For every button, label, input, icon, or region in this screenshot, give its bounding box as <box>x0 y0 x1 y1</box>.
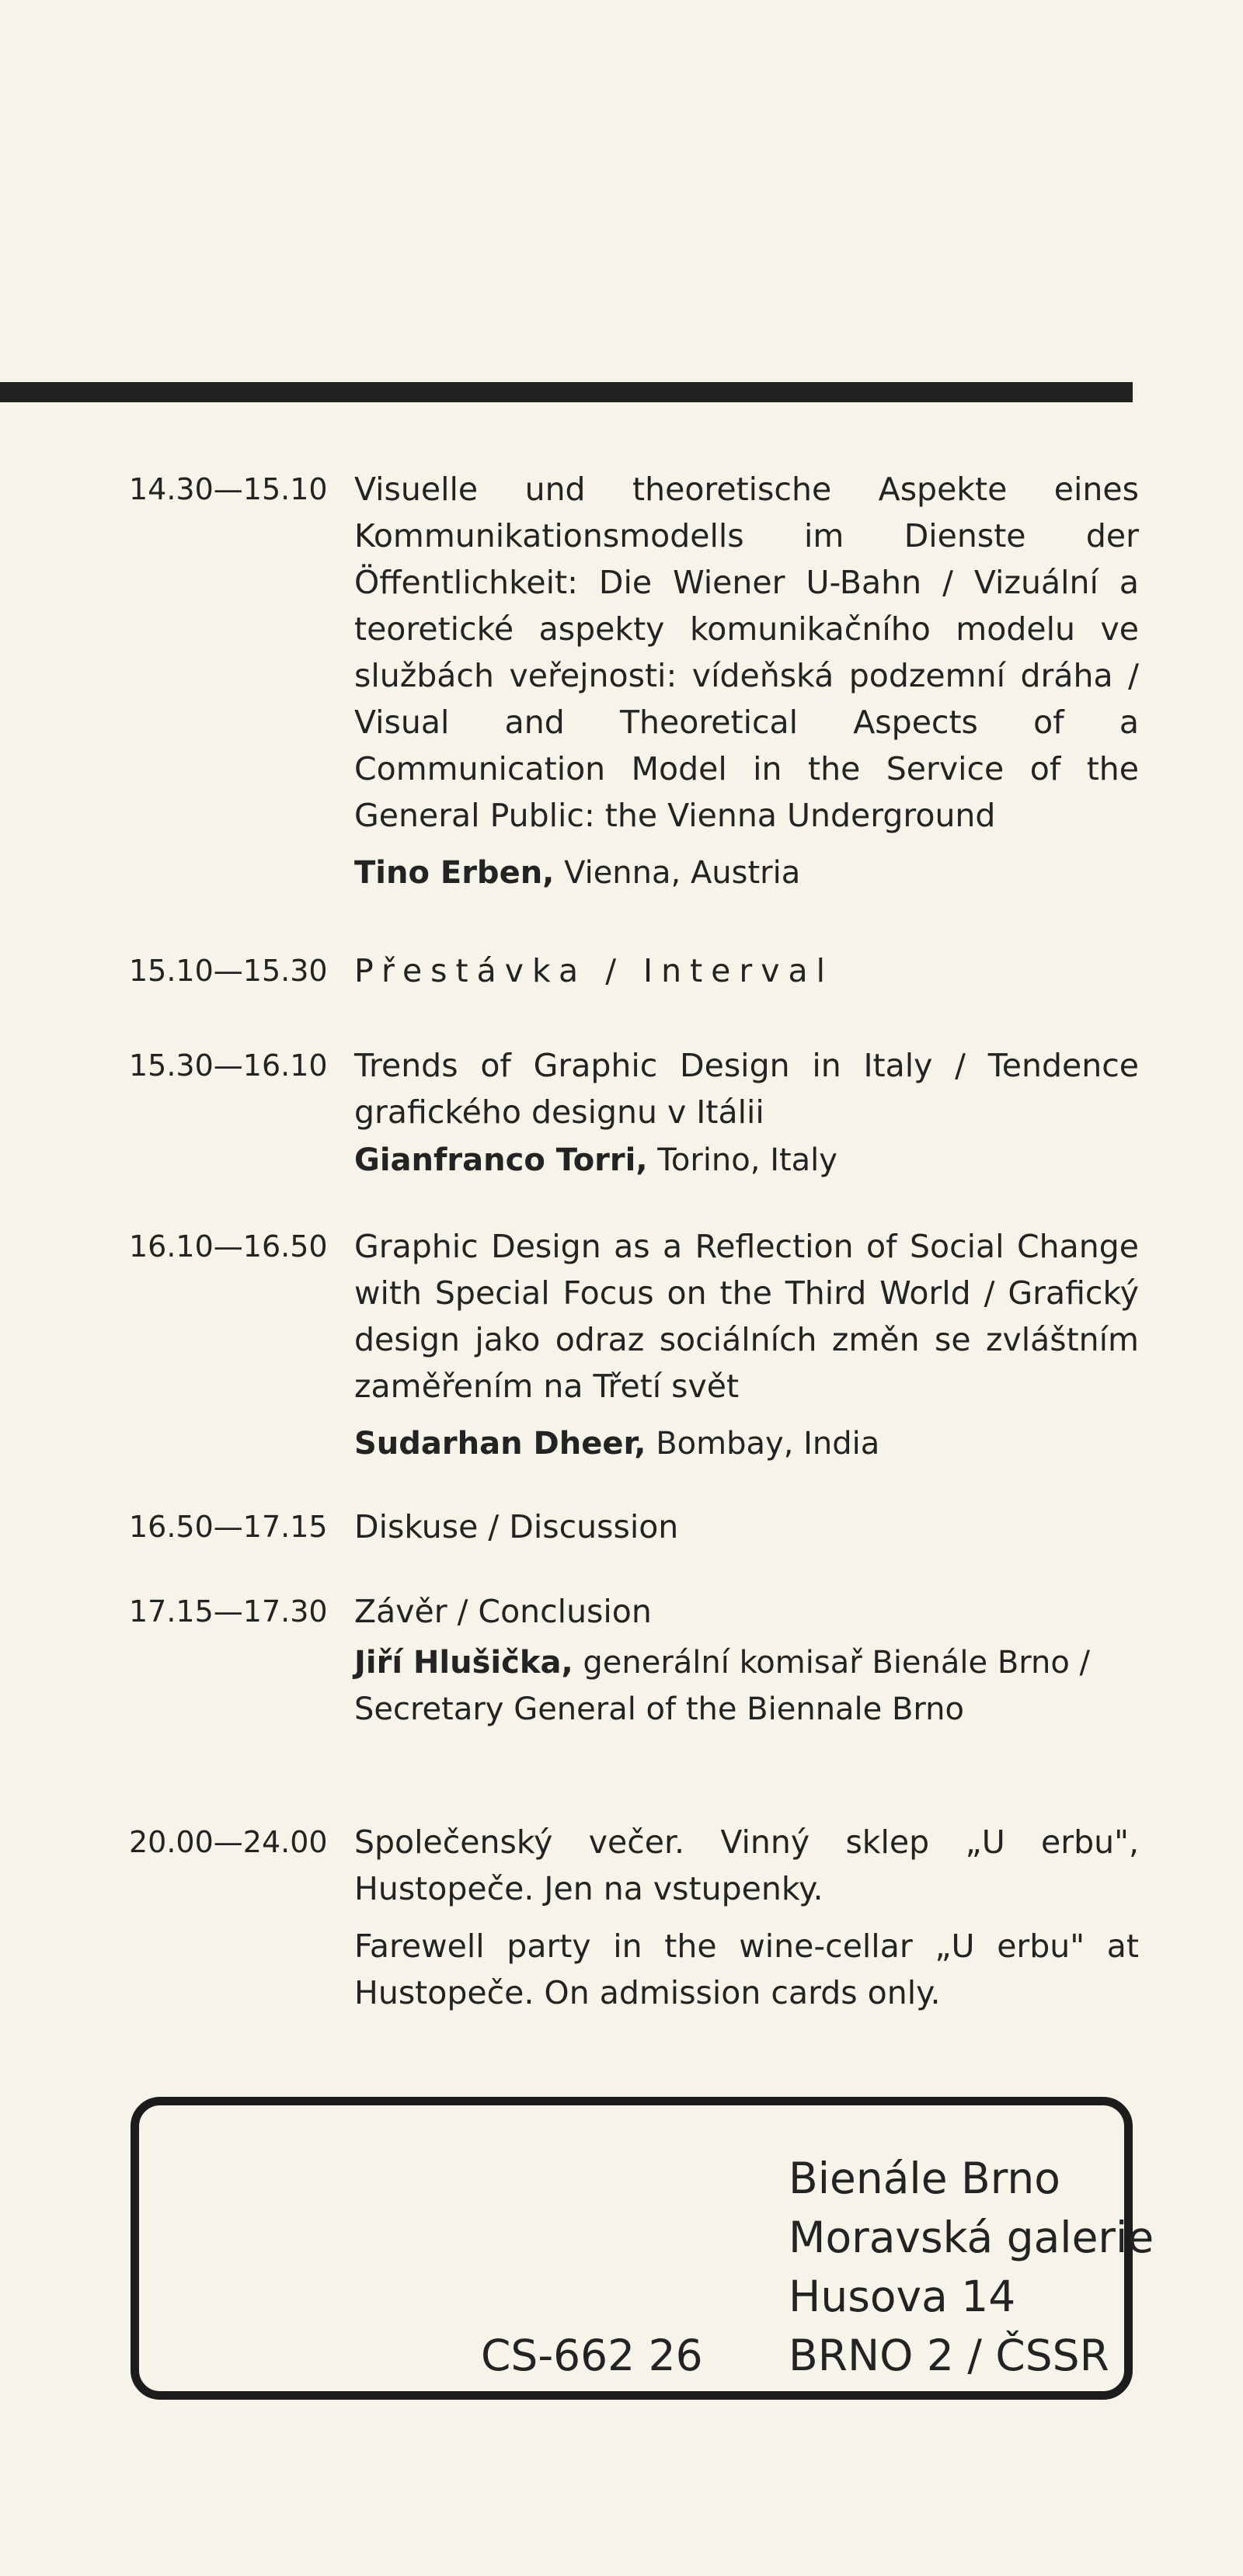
address-line: Moravská galerie <box>789 2213 1154 2262</box>
entry-speaker <box>354 850 1139 896</box>
entry-time: 15.30—16.10 <box>129 1048 328 1083</box>
entry-time: 15.10—15.30 <box>129 954 328 988</box>
speaker-place: Bombay, India <box>656 1426 880 1462</box>
speaker-name: Tino Erben, <box>354 855 555 891</box>
entry-title: Trends of Graphic Design in Italy / Tendence grafického designu v Itálii <box>354 1047 1139 1131</box>
entry-title: Graphic Design as a Reflection of Social Change with Special Focus on the Third World / Grafický design jako odraz sociálních změn se zvláštním zaměřením na Třetí svět <box>354 1228 1139 1405</box>
address-line: BRNO 2 / ČSSR <box>789 2331 1109 2380</box>
speaker-name: Sudarhan Dheer, <box>354 1426 646 1462</box>
entry-title: Visuelle und theoretische Aspekte eines Kommunikationsmodells im Dienste der Öffentlichkeit: Die Wiener U-Bahn / Vizuální a teoretické aspekty komunikačního modelu ve službách veřejnosti: vídeňská podzemní dráha / Visual and Theoretical Aspects of a Communication Model in the Service of the General Public: the Vienna Underground <box>354 471 1139 834</box>
speaker-place: Vienna, Austria <box>564 855 801 891</box>
entry-time: 20.00—24.00 <box>129 1825 328 1859</box>
entry-speaker <box>354 1420 1139 1467</box>
entry-time: 16.10—16.50 <box>129 1229 328 1264</box>
address-box <box>131 2097 1154 2400</box>
speaker-place: Torino, Italy <box>657 1142 837 1178</box>
speaker-place: generální komisař Bienále Brno / Secretary General of the Biennale Brno <box>354 1645 1091 1727</box>
entry-title: Společenský večer. Vinný sklep „U erbu", Hustopeče. Jen na vstupenky. <box>354 1823 1139 1907</box>
entry-title: Závěr / Conclusion <box>354 1593 652 1630</box>
top-rule <box>0 382 1133 402</box>
address-line: Husova 14 <box>789 2272 1016 2321</box>
address-line: Bienále Brno <box>789 2154 1060 2203</box>
speaker-name: Gianfranco Torri, <box>354 1142 648 1178</box>
entry-speaker <box>354 1137 1139 1184</box>
entry-time: 16.50—17.15 <box>129 1510 328 1544</box>
postcode: CS-662 26 <box>481 2331 703 2380</box>
entry-title: Diskuse / Discussion <box>354 1508 679 1545</box>
entry-time: 14.30—15.10 <box>129 472 328 506</box>
entry-title-english: Farewell party in the wine-cellar „U erbu" at Hustopeče. On admission cards only. <box>354 1928 1139 2011</box>
speaker-name: Jiří Hlušička, <box>354 1645 573 1681</box>
entry-time: 17.15—17.30 <box>129 1594 328 1629</box>
entry-speaker <box>354 1639 1139 1733</box>
entry-title: Přestávka / Interval <box>354 952 834 989</box>
